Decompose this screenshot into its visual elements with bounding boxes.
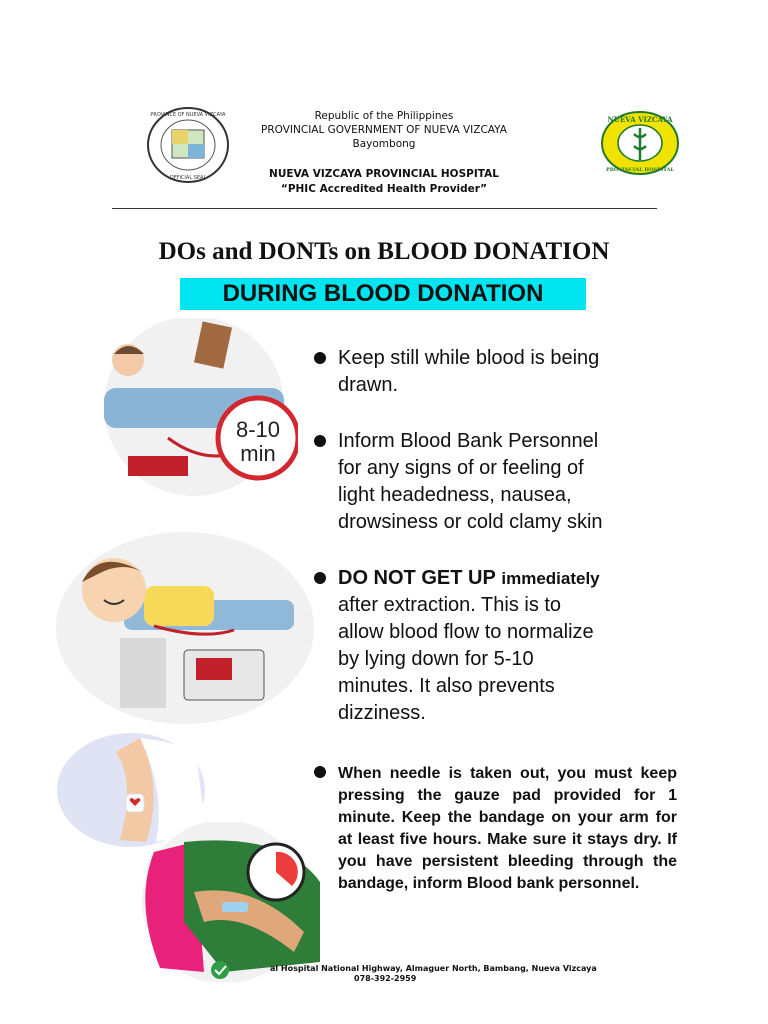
bullet-do-not-get-up-line1 (338, 565, 600, 592)
bullet-keep-still-line2: drawn. (338, 374, 399, 396)
donor-lying-illustration (98, 318, 298, 498)
footer-address: al Hospital National Highway, Almaguer North, Bambang, Nueva Vizcaya (270, 964, 597, 973)
svg-text:OFFICIAL SEAL: OFFICIAL SEAL (169, 175, 207, 181)
header-hospital-name: NUEVA VIZCAYA PROVINCIAL HOSPITAL (269, 168, 499, 180)
bullet-needle-removal-text: When needle is taken out, you must keep pressing the gauze pad provided for 1 minute. Keep the bandage on your arm for at least five hours. Make sure it stays dry. If you have persistent bleeding through the bandage, inform Blood bank personnel. (338, 765, 677, 892)
bullet-inform-line3: light headedness, nausea, (338, 484, 572, 506)
header-republic: Republic of the Philippines (314, 110, 454, 122)
timer-label: 8-10 min (235, 417, 281, 466)
do-not-get-up-emphasis: DO NOT GET UP (338, 567, 496, 589)
bullet-do-not-get-up-line2: after extraction. This is to (338, 594, 562, 616)
footer-phone: 078-392-2959 (354, 974, 417, 983)
bullet-marker (314, 352, 326, 364)
header-provincial-government: PROVINCIAL GOVERNMENT OF NUEVA VIZCAYA (261, 124, 507, 136)
immediately-emphasis: immediately (501, 569, 600, 588)
bullet-marker (314, 572, 326, 584)
bullet-marker (314, 435, 326, 447)
bullet-keep-still-line1: Keep still while blood is being (338, 347, 600, 369)
bullet-marker (314, 766, 326, 778)
hospital-seal (600, 110, 680, 176)
gauze-pressing-illustration (124, 822, 324, 982)
bullet-do-not-get-up-line5: minutes. It also prevents (338, 675, 555, 697)
svg-text:NUEVA VIZCAYA: NUEVA VIZCAYA (607, 115, 673, 124)
header-tagline: “PHIC Accredited Health Provider” (280, 183, 488, 195)
bullet-do-not-get-up-line6: dizziness. (338, 702, 426, 724)
bullet-do-not-get-up-line3: allow blood flow to normalize (338, 621, 594, 643)
bullet-inform-line2: for any signs of or feeling of (338, 457, 584, 479)
bullet-do-not-get-up-line4: by lying down for 5-10 (338, 648, 534, 670)
svg-text:PROVINCIAL HOSPITAL: PROVINCIAL HOSPITAL (605, 167, 675, 173)
bullet-inform-line1: Inform Blood Bank Personnel (338, 430, 599, 452)
header-divider (112, 208, 657, 209)
section-subtitle: DURING BLOOD DONATION (180, 278, 586, 310)
bullet-inform-line4: drowsiness or cold clamy skin (338, 511, 603, 533)
page-title: DOs and DONTs on BLOOD DONATION (158, 238, 610, 265)
svg-text:PROVINCE OF NUEVA VIZCAYA: PROVINCE OF NUEVA VIZCAYA (150, 112, 226, 118)
boy-donating-illustration (54, 530, 316, 726)
header-town: Bayombong (352, 138, 416, 150)
